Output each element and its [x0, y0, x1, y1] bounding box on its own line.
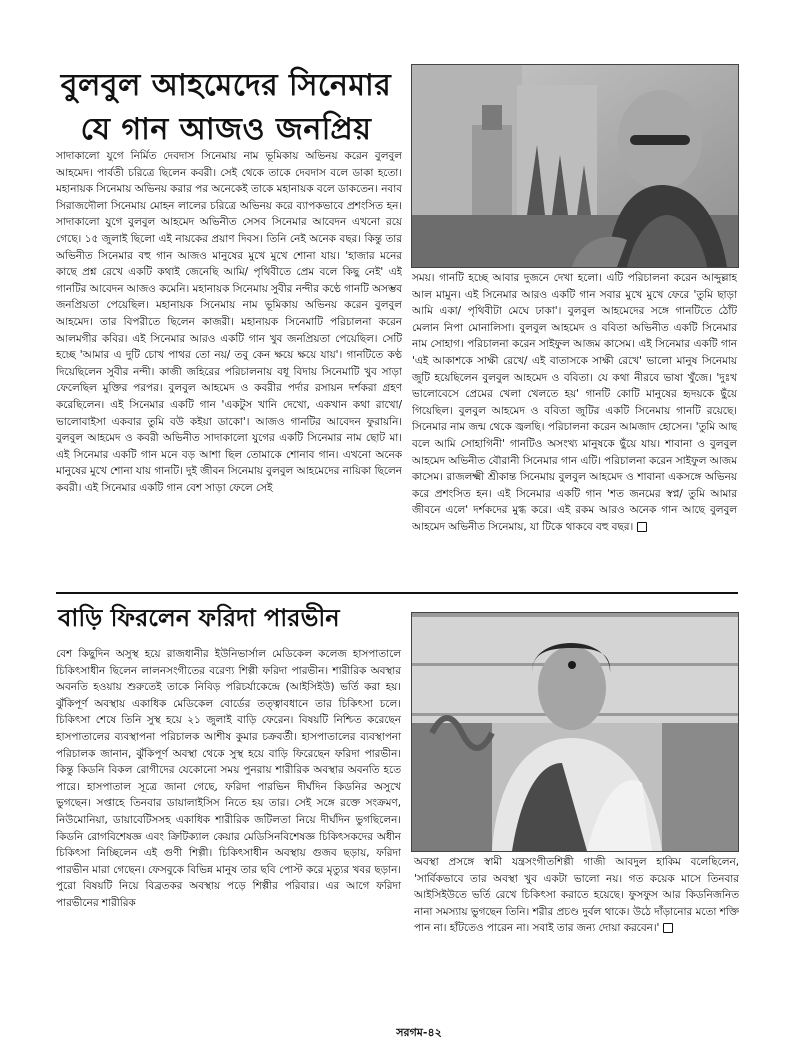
article1-body-left — [56, 148, 402, 588]
article1-body-right — [412, 270, 737, 586]
article2-body-left-text: বেশ কিছুদিন অসুস্থ হয়ে রাজধানীর ইউনিভার্সাল মেডিকেল কলেজ হাসপাতালে চিকিৎসাধীন ছিলেন লালনসংগীতের বরেণ্য শিল্পী ফরিদা পারভীন। শারীরিক অবস্থার অবনতি হওয়ায় শুরুতেই তাকে নিবিড় পরিচর্যাকেন্দ্রে (আইসিইউ) ভর্তি করা হয়। ঝুঁকিপূর্ণ অবস্থায় একাধিক মেডিকেল বোর্ডের তত্ত্বাবধানে তার চিকিৎসা চলে। চিকিৎসা শেষে তিনি সুস্থ হয়ে ২১ জুলাই বাড়ি ফেরেন। বিষয়টি নিশ্চিত করেছেন হাসপাতালের ব্যবস্থাপনা পরিচালক আশীষ কুমার চক্রবর্তী। হাসপাতালের ব্যবস্থাপনা পরিচালক জানান, ঝুঁকিপূর্ণ অবস্থা থেকে সুস্থ হয়ে বাড়ি ফিরেছেন ফরিদা পারভীন। কিন্তু কিডনি বিকল রোগীদের যেকোনো সময় পুনরায় শারীরিক অবস্থার অবনতি হতে পারে। হাসপাতাল সূত্রে জানা গেছে, ফরিদা পারভিন দীর্ঘদিন কিডনির অসুখে ভুগছেন। সপ্তাহে তিনবার ডায়ালাইসিস নিতে হয় তার। সেই সঙ্গে রক্তে সংক্রমণ, নিউমোনিয়া, ডায়াবেটিসসহ একাধিক শারীরিক জটিলতা নিয়ে দীর্ঘদিন ভুগছিলেন। কিডনি রোগবিশেষজ্ঞ এবং ক্রিটিক্যাল কেয়ার মেডিসিনবিশেষজ্ঞ চিকিৎসকদের অধীন চিকিৎসা নিচ্ছিলেন এই গুণী শিল্পী। চিকিৎসাধীন অবস্থায় গুজব ছড়ায়, ফরিদা পারভীন মারা গেছেন। ফেসবুকে বিভিন্ন মানুষ তার ছবি পোস্ট করে মৃত্যুর খবর ছড়ান। পুরো বিষয়টি নিয়ে বিব্রতকর অবস্থায় পড়ে শিল্পীর পরিবার। এর আগে ফরিদা পারভীনের শারীরিক — [56, 648, 401, 909]
article1-headline — [48, 64, 404, 152]
article2-photo — [411, 612, 739, 852]
article1-headline-line2: যে গান আজও জনপ্রিয় — [80, 112, 372, 147]
article1-headline-line1: বুলবুল আহমেদের সিনেমার — [60, 68, 392, 103]
article2-body-right — [414, 854, 739, 984]
article1-body-right-text: সময়। গানটি হচ্ছে আবার দুজনে দেখা হলো। এটি পরিচালনা করেন আব্দুল্লাহ আল মামুন। এই সিনেমার আরও একটি গান সবার মুখে মুখে ফেরে 'তুমি ছাড়া আমি একা/ পৃথিবীটা মেঘে ঢাকা'। বুলবুল আহমেদের সঙ্গে গানটিতে ঠোঁট মেলান নিপা মোনালিসা। বুলবুল আহমেদ ও ববিতা অভিনীত একটি সিনেমার নাম সোহাগ। পরিচালনা করেন সাইফুল আজম কাসেম। এই সিনেমার একটি গান 'এই আকাশকে সাক্ষী রেখে/ এই বাতাসকে সাক্ষী রেখে' ভালো মানুষ সিনেমায় জুটি হয়েছিলেন বুলবুল আহমেদ ও ববিতা। যে কথা নীরবে ভাষা খুঁজে। 'দুঃখ ভালোবেসে প্রেমের খেলা খেলতে হয়' গানটি কোটি মানুষের হৃদয়কে ছুঁয়ে গিয়েছিল। বুলবুল আহমেদ ও ববিতা জুটির একটি সিনেমায় গানটি রয়েছে। সিনেমার নাম জন্ম থেকে জ্বলছি। পরিচালনা করেন আমজাদ হোসেন। 'তুমি আছ বলে আমি সোহাগিনী' গানটিও অসংখ্য মানুষকে ছুঁয়ে যায়। শাবানা ও বুলবুল আহমেদ অভিনীত বৌরানী সিনেমার গান এটি। পরিচালনা করেন সাইফুল আজম কাসেম। রাজলক্ষ্মী শ্রীকান্ত সিনেমায় বুলবুল আহমেদ ও শাবানা একসঙ্গে অভিনয় করে প্রশংসিত হন। এই সিনেমার একটি গান 'শত জনমের স্বপ্ন/ তুমি আমার জীবনে এলে' দর্শকদের মুগ্ধ করে। এই রকম আরও অনেক গান আছে বুলবুল আহমেদ অভিনীত সিনেমায়, যা টিকে থাকবে বহু বছর। — [412, 272, 737, 533]
article1-photo — [411, 64, 739, 268]
article2-headline: বাড়ি ফিরলেন ফরিদা পারভীন — [58, 604, 340, 632]
article2-body-right-text: অবস্থা প্রসঙ্গে স্বামী যন্ত্রসংগীতশিল্পী গাজী আবদুল হাকিম বলেছিলেন, 'সার্বিকভাবে তার অবস্থা খুব একটা ভালো নয়। গত কয়েক মাসে তিনবার আইসিইউতে ভর্তি রেখে চিকিৎসা করাতে হয়েছে। ফুসফুস আর কিডনিজনিত নানা সমস্যায় ভুগছেন তিনি। শরীর প্রচণ্ড দুর্বল থাকে। উঠে দাঁড়ানোর মতো শক্তি পান না। হাঁটতেও পারেন না। সবাই তার জন্য দোয়া করবেন।' — [414, 856, 739, 935]
section-divider — [56, 592, 738, 594]
portrait-man-photo — [412, 65, 738, 267]
article1-body-left-text: সাদাকালো যুগে নির্মিত দেবদাস সিনেমায় নাম ভূমিকায় অভিনয় করেন বুলবুল আহমেদ। পার্বতী চরিত্রে ছিলেন কবরী। সেই থেকে তাকে দেবদাস বলে ডাকা হতো। মহানায়ক সিনেমায় অভিনয় করার পর অনেকেই তাকে মহানায়ক বলে ডাকতেন। নবাব সিরাজদৌলা সিনেমায় মোহন লালের চরিত্রে অভিনয় করে ব্যাপকভাবে প্রশংসিত হন। সাদাকালো যুগে বুলবুল আহমেদ অভিনীত সেসব সিনেমার আবেদন এখনো রয়ে গেছে। ১৫ জুলাই ছিলো এই নায়কের প্রয়াণ দিবস। তিনি নেই অনেক বছর। কিন্তু তার অভিনীত সিনেমার বহু গান আজও মানুষের মুখে মুখে শোনা যায়। 'হাজার মনের কাছে প্রশ্ন রেখে একটি কথাই জেনেছি আমি/ পৃথিবীতে প্রেম বলে কিছু নেই' এই গানটির আবেদন আজও কমেনি। মহানায়ক সিনেমায় সুবীর নন্দীর কণ্ঠে গানটি অসম্ভব জনপ্রিয়তা পেয়েছিল। মহানায়ক সিনেমায় নাম ভূমিকায় অভিনয় করেন বুলবুল আহমেদ। তার বিপরীতে ছিলেন কাজরী। মহানায়ক সিনেমাটি পরিচালনা করেন আলমগীর কবির। এই সিনেমার আরও একটি গান খুব জনপ্রিয়তা পেয়েছিল। সেটি হচ্ছে 'আমার এ দুটি চোখ পাথর তো নয়/ তবু কেন ক্ষয়ে ক্ষয়ে যায়'। গানটিতে কণ্ঠ দিয়েছিলেন সুবীর নন্দী। কাজী জহিরের পরিচালনায় বধূ বিদায় সিনেমাটি খুব সাড়া ফেলেছিল মুক্তির পরপর। বুলবুল আহমেদ ও কবরীর পর্দার রসায়ন দর্শকরা গ্রহণ করেছিলেন। এই সিনেমার একটি গান 'একটুস খানি দেখো, একখান কথা রাখো/ ভালোবাইসা একবার তুমি বউ কইয়া ডাকো'। আজও গানটির আবেদন ফুরায়নি। বুলবুল আহমেদ ও কবরী অভিনীত সাদাকালো যুগের একটি সিনেমার নাম ছোট মা। এই সিনেমার একটি গান মনে বড় আশা ছিল তোমাকে শোনাব গান। এখনো অনেক মানুষের মুখে শোনা যায় গানটি। দুই জীবন সিনেমায় বুলবুল আহমেদের নায়িকা ছিলেন কবরী। এই সিনেমার একটি গান বেশ সাড়া ফেলে সেই — [56, 150, 402, 494]
end-mark-icon — [637, 522, 647, 532]
page-number: সরগম-৪২ — [396, 1026, 442, 1039]
article2-body-left — [56, 646, 401, 1026]
end-mark-icon — [663, 923, 673, 933]
portrait-woman-photo — [412, 613, 738, 851]
